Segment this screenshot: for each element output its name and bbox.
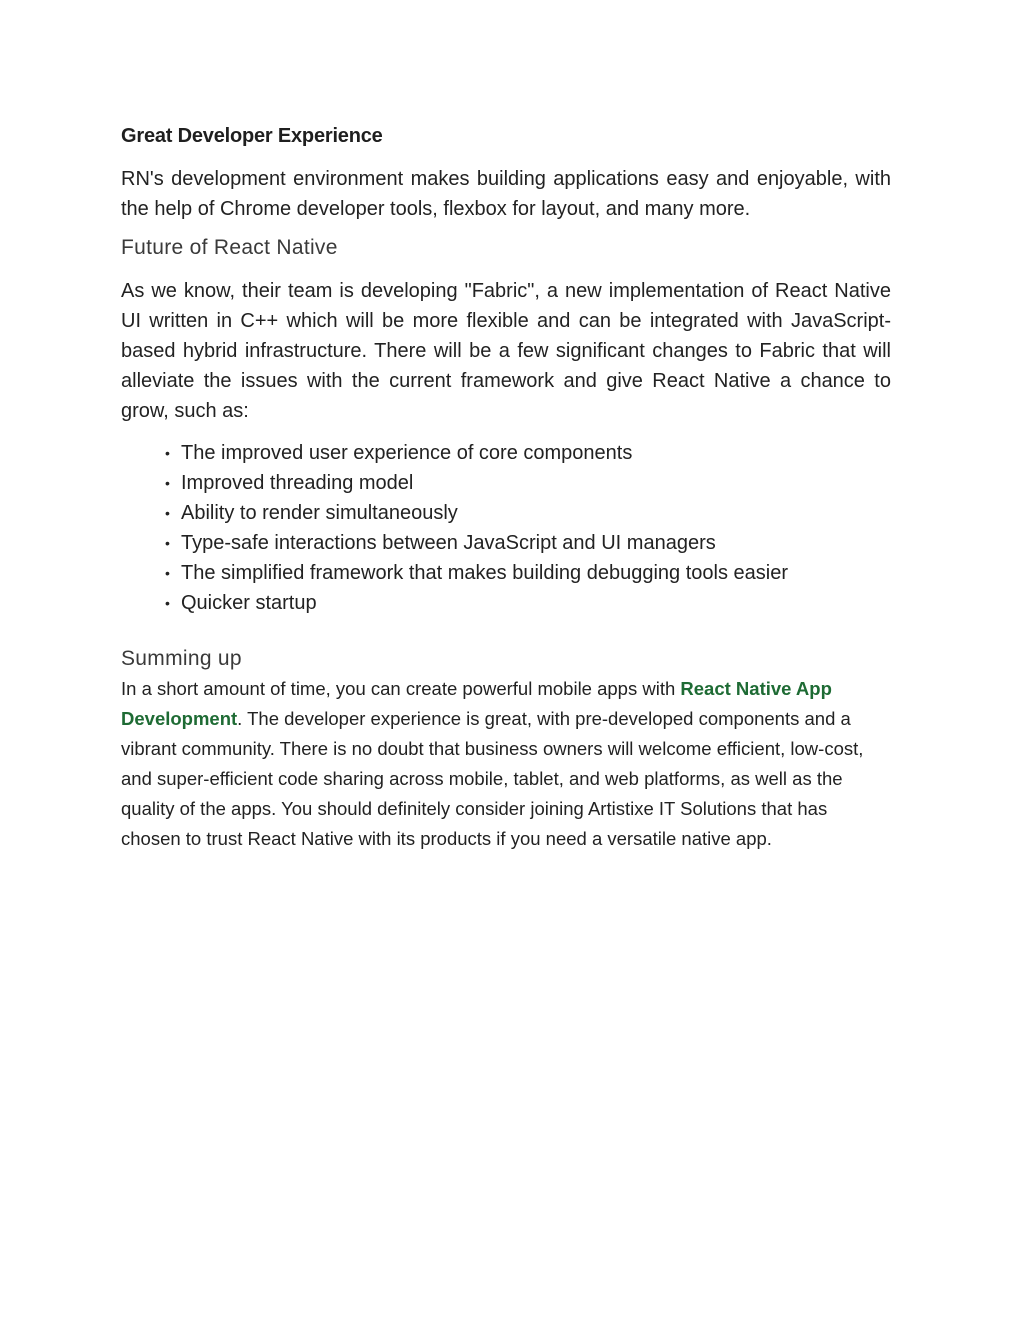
heading-future-of-react-native: Future of React Native	[121, 236, 338, 259]
list-item-text: Quicker startup	[181, 592, 317, 614]
bullet-icon: •	[165, 535, 170, 551]
list-item	[165, 558, 891, 588]
list-item	[165, 438, 891, 468]
list-item-text: The simplified framework that makes building debugging tools easier	[181, 562, 788, 584]
list-item-text: Ability to render simultaneously	[181, 502, 458, 524]
bullet-icon: •	[165, 445, 170, 461]
list-item-text: Type-safe interactions between JavaScript and UI managers	[181, 532, 716, 554]
paragraph-developer-experience: RN's development environment makes building applications easy and enjoyable, with the help of Chrome developer tools, flexbox for layout, and many more.	[121, 168, 891, 220]
bullet-icon: •	[165, 505, 170, 521]
list-item	[165, 498, 891, 528]
document-page	[121, 120, 891, 854]
list-item-text: Improved threading model	[181, 472, 414, 494]
bullet-icon: •	[165, 475, 170, 491]
list-item	[165, 528, 891, 558]
heading-great-developer-experience: Great Developer Experience	[121, 125, 383, 147]
summary-text-before-link: In a short amount of time, you can create powerful mobile apps with	[121, 678, 681, 699]
bullet-icon: •	[165, 565, 170, 581]
paragraph-future: As we know, their team is developing "Fabric", a new implementation of React Native UI written in C++ which will be more flexible and can be integrated with JavaScript-based hybrid infrastructure. There will be a few significant changes to Fabric that will alleviate the issues with the current framework and give React Native a chance to grow, such as:	[121, 280, 891, 422]
list-item	[165, 588, 891, 618]
heading-summing-up: Summing up	[121, 647, 242, 670]
summary-text-after-link: . The developer experience is great, with pre-developed components and a vibrant community. There is no doubt that business owners will welcome efficient, low-cost, and super-efficient code sharing across mobile, tablet, and web platforms, as well as the quality of the apps. You should definitely consider joining Artistixe IT Solutions that has chosen to trust React Native with its products if you need a versatile native app.	[121, 708, 864, 849]
list-item	[165, 468, 891, 498]
fabric-benefits-list	[121, 438, 891, 618]
bullet-icon: •	[165, 595, 170, 611]
paragraph-summary	[121, 674, 891, 854]
react-native-app-development-link[interactable]: React Native App Development	[121, 678, 832, 729]
list-item-text: The improved user experience of core components	[181, 442, 633, 464]
